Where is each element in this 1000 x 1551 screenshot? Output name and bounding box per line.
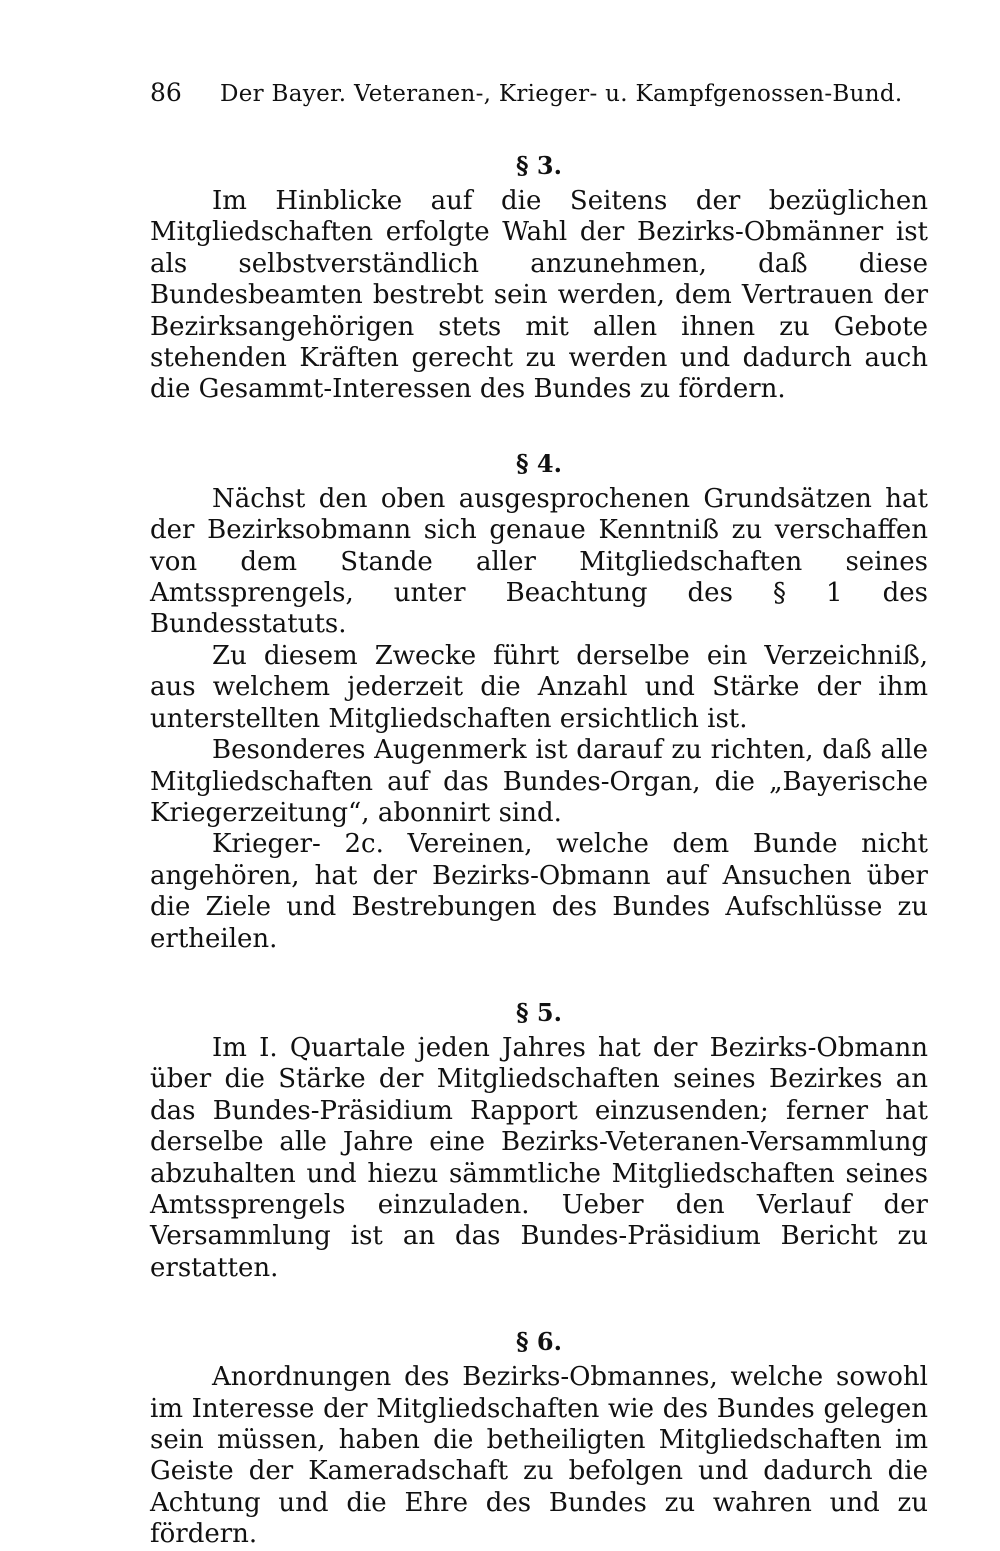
section-heading: § 3. xyxy=(516,151,562,180)
section-heading: § 4. xyxy=(516,448,562,478)
paragraph: Im I. Quartale jeden Jahres hat der Bezirks-Obmann über die Stärke der Mitgliedschaften seines Bezirkes an das Bundes-Präsidium Rapport einzusenden; ferner hat derselbe alle Jahre eine Bezirks-Veteranen-Versammlung abzuhalten und hiezu sämmtliche Mitgliedschaften seines Amtssprengels einzuladen. Ueber den Verlauf der Versammlung ist an das Bundes-Präsidium Bericht zu erstatten. xyxy=(150,1032,928,1283)
page-number: 86 xyxy=(150,78,182,107)
section-heading: § 6. xyxy=(516,1327,562,1357)
paragraph: Krieger- 2c. Vereinen, welche dem Bunde nicht angehören, hat der Bezirks-Obmann auf Ansuchen über die Ziele und Bestrebungen des Bundes Aufschlüsse zu ertheilen. xyxy=(150,829,928,954)
section-3 xyxy=(150,146,928,406)
running-title: Der Bayer. Veteranen-, Krieger- u. Kampfgenossen-Bund. xyxy=(220,81,903,107)
paragraph: Im Hinblicke auf die Seitens der bezüglichen Mitgliedschaften erfolgte Wahl der Bezirks-Obmänner ist als selbstverständlich anzunehmen, daß diese Bundesbeamten bestrebt sein werden, dem Vertrauen der Bezirksangehörigen stets mit allen ihnen zu Gebote stehenden Kräften gerecht zu werden und dadurch auch die Gesammt-Interessen des Bundes zu fördern. xyxy=(150,186,928,405)
paragraph: Nächst den oben ausgesprochenen Grundsätzen hat der Bezirksobmann sich genaue Kenntniß zu verschaffen von dem Stande aller Mitgliedschaften seines Amtssprengels, unter Beachtung des § 1 des Bundesstatuts. xyxy=(150,483,928,640)
paragraph: Anordnungen des Bezirks-Obmannes, welche sowohl im Interesse der Mitgliedschaften wie des Bundes gelegen sein müssen, haben die betheiligten Mitgliedschaften im Geiste der Kameradschaft zu befolgen und dadurch die Achtung und die Ehre des Bundes zu wahren und zu fördern. xyxy=(150,1362,928,1550)
paragraph: Zu diesem Zwecke führt derselbe ein Verzeichniß, aus welchem jederzeit die Anzahl und Stärke der ihm unterstellten Mitgliedschaften ersichtlich ist. xyxy=(150,640,928,734)
paragraph: Besonderes Augenmerk ist darauf zu richten, daß alle Mitgliedschaften auf das Bundes-Organ, die „Bayerische Kriegerzeitung“, abonnirt sind. xyxy=(150,735,928,828)
section-4 xyxy=(150,444,928,955)
section-5 xyxy=(150,993,928,1284)
section-heading: § 5. xyxy=(516,997,562,1027)
running-header xyxy=(150,78,928,118)
section-6 xyxy=(150,1322,928,1550)
